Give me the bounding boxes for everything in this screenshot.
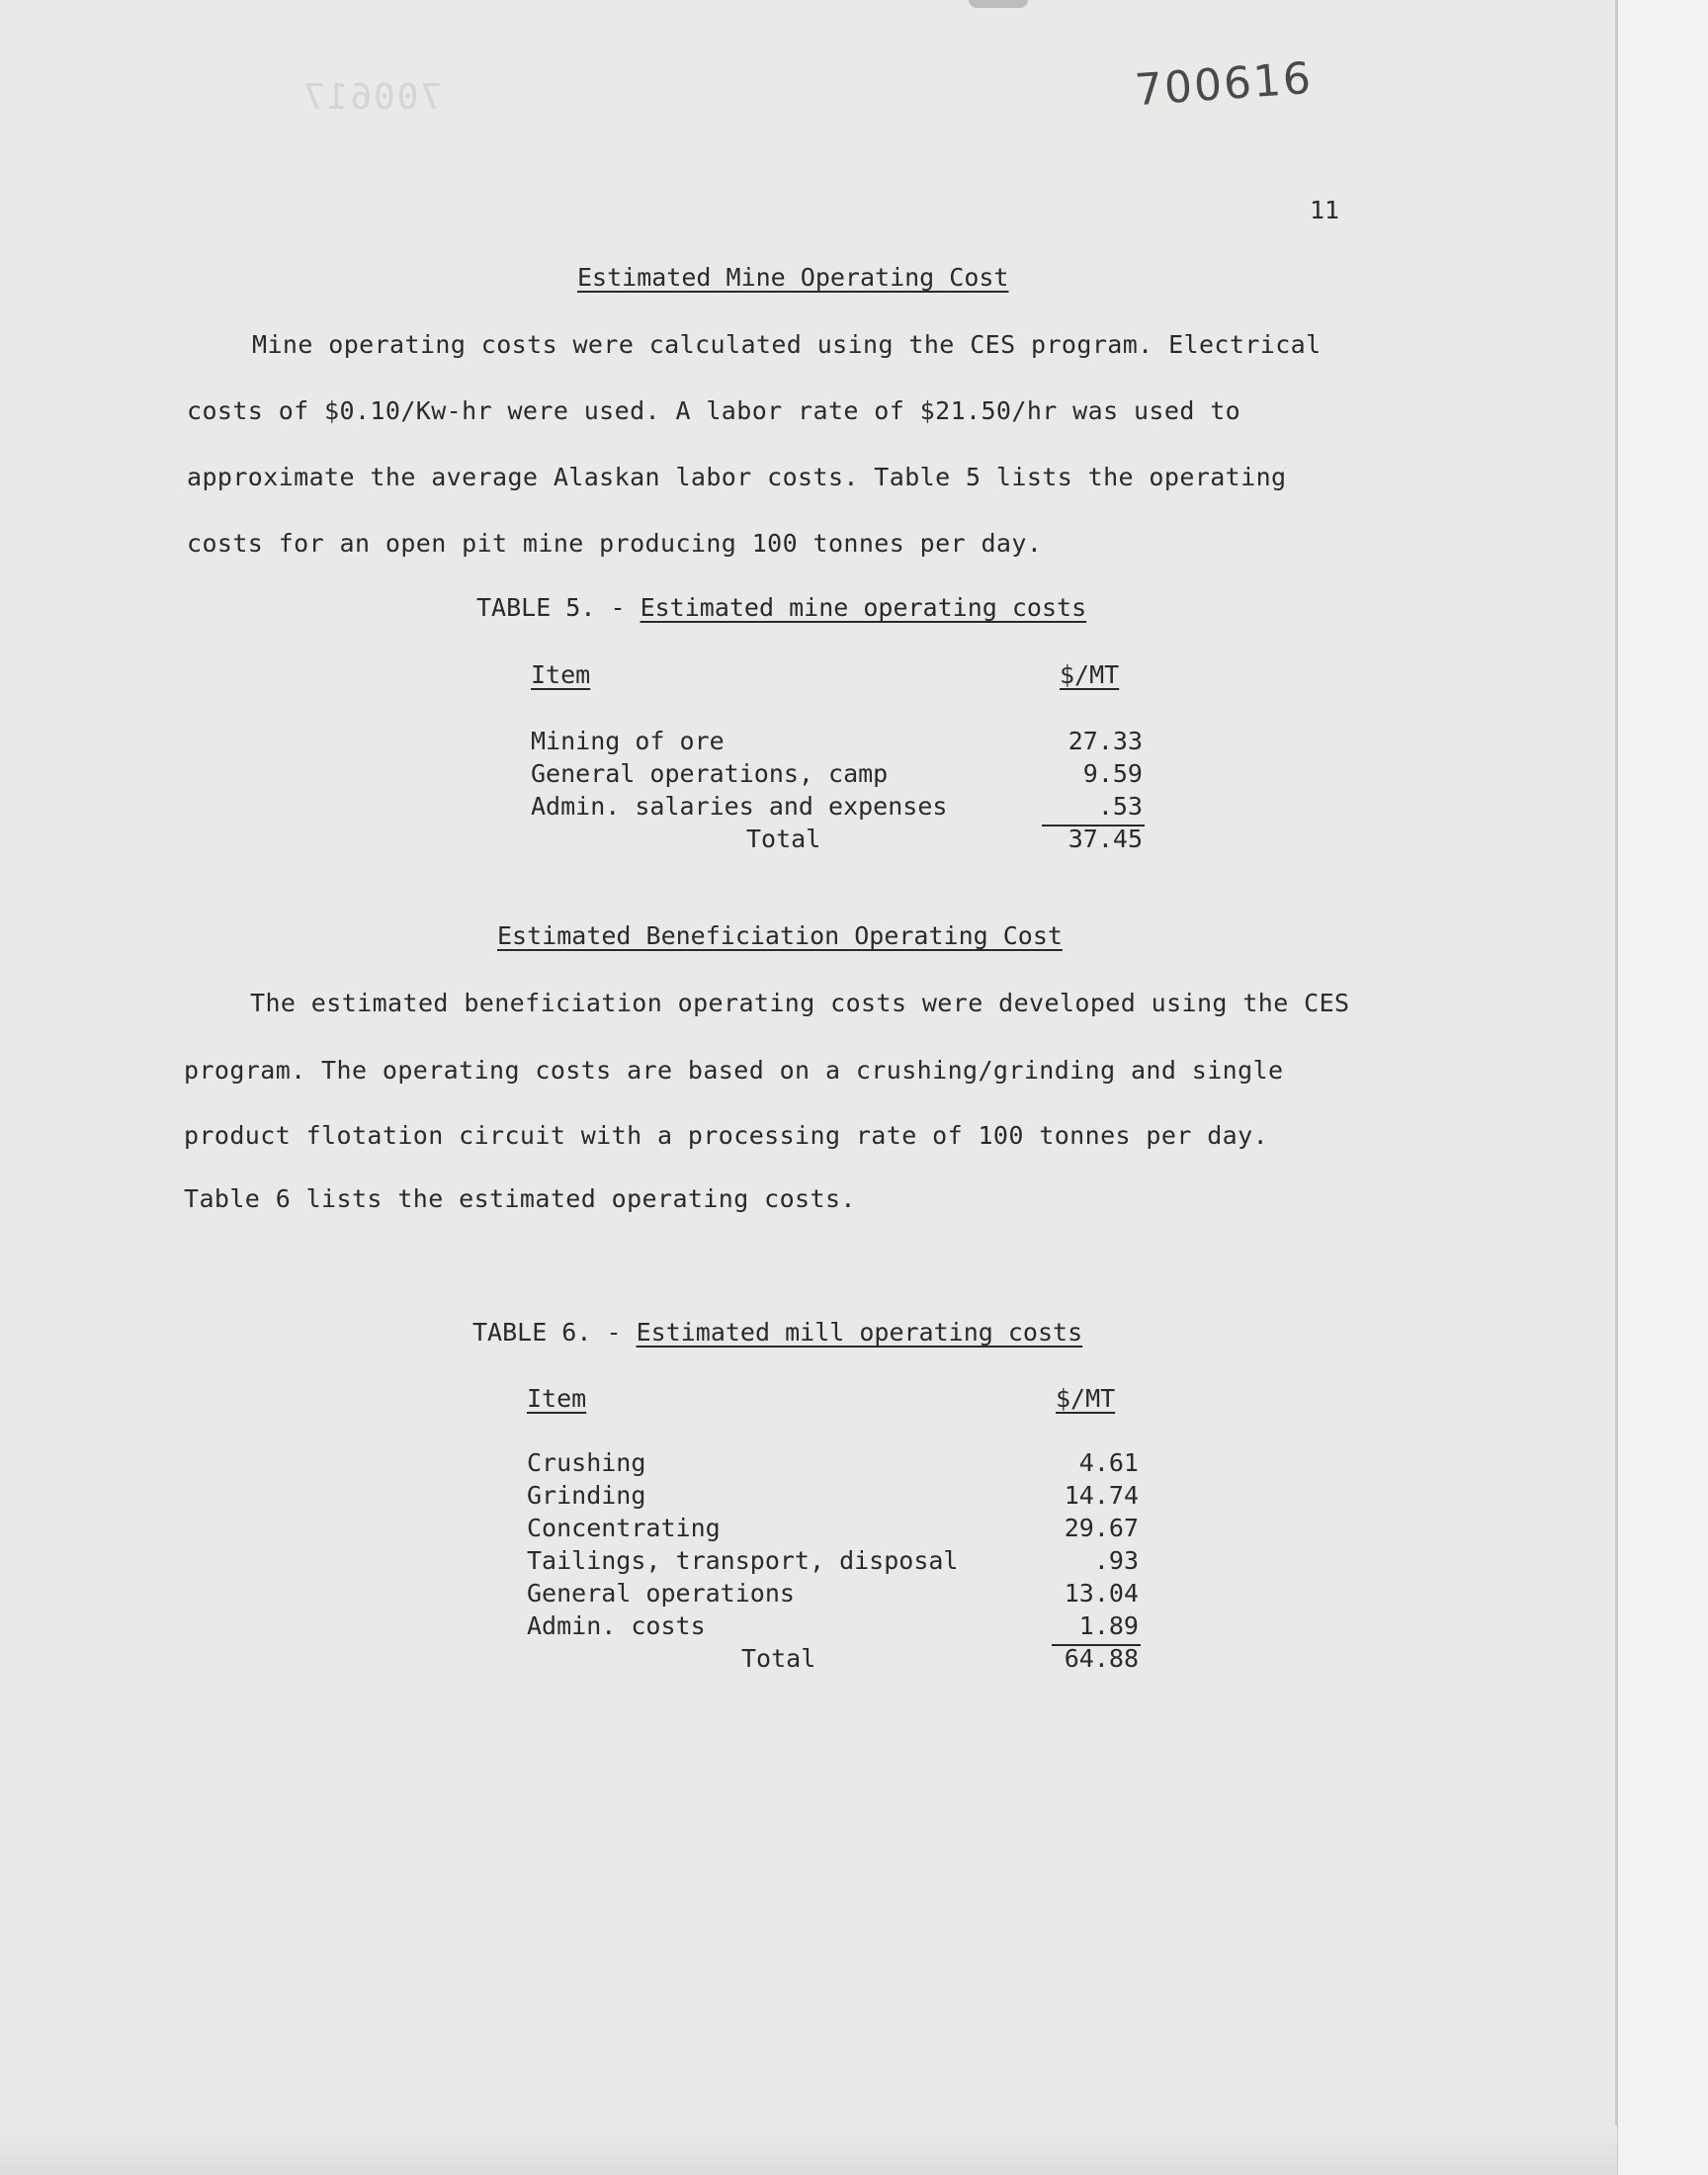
table-row-label: Crushing xyxy=(527,1448,646,1477)
scan-bottom-shadow xyxy=(0,2126,1617,2175)
table-row-label: Mining of ore xyxy=(531,727,725,755)
table-row-value: 1.89 xyxy=(1078,1611,1139,1640)
table-row-value: 4.61 xyxy=(1078,1448,1139,1477)
handwritten-document-id: 700616 xyxy=(1133,52,1315,117)
paragraph-line: program. The operating costs are based on a crushing/grinding and single xyxy=(184,1056,1284,1085)
table-caption: Estimated mine operating costs xyxy=(640,593,1087,622)
paragraph-line: Table 6 lists the estimated operating costs. xyxy=(184,1184,856,1213)
column-header-unit: $/MT xyxy=(1056,1384,1116,1413)
table-caption: Estimated mill operating costs xyxy=(636,1318,1083,1347)
paragraph-line: approximate the average Alaskan labor costs. Table 5 lists the operating xyxy=(187,463,1287,491)
table-total-value: 37.45 xyxy=(1068,825,1143,853)
table-row-label: General operations, camp xyxy=(531,759,889,788)
table-total-value: 64.88 xyxy=(1064,1644,1139,1673)
paragraph-line: costs for an open pit mine producing 100 tonnes per day. xyxy=(187,529,1043,558)
table-title xyxy=(476,593,1086,622)
scan-artifact xyxy=(969,0,1028,8)
table-total-label: Total xyxy=(746,825,821,853)
table-row-value: .53 xyxy=(1097,792,1143,821)
paragraph-line: Mine operating costs were calculated using the CES program. Electrical xyxy=(252,330,1322,359)
table-row-value: 29.67 xyxy=(1064,1514,1139,1542)
table-row-label: General operations xyxy=(527,1579,795,1608)
table-row-label: Tailings, transport, disposal xyxy=(527,1546,959,1575)
paragraph-line: product flotation circuit with a processing rate of 100 tonnes per day. xyxy=(184,1121,1269,1150)
table-row-value: 14.74 xyxy=(1064,1481,1139,1510)
bleed-through-number: 700617 xyxy=(301,77,443,118)
table-number: TABLE 6. - xyxy=(472,1318,637,1347)
table-number: TABLE 5. - xyxy=(476,593,640,622)
page-edge xyxy=(1615,0,1618,2175)
table-row-label: Admin. costs xyxy=(527,1611,706,1640)
section-heading-beneficiation-cost: Estimated Beneficiation Operating Cost xyxy=(497,921,1063,950)
table-row-label: Concentrating xyxy=(527,1514,721,1542)
paragraph-line: The estimated beneficiation operating costs were developed using the CES xyxy=(250,989,1350,1017)
section-heading-mine-cost: Estimated Mine Operating Cost xyxy=(577,263,1009,292)
page-number: 11 xyxy=(1310,196,1340,224)
column-header-unit: $/MT xyxy=(1060,660,1120,689)
table-row-value: 9.59 xyxy=(1082,759,1143,788)
table-row-value: .93 xyxy=(1093,1546,1139,1575)
table-row-label: Grinding xyxy=(527,1481,646,1510)
table-row-label: Admin. salaries and expenses xyxy=(531,792,948,821)
table-total-label: Total xyxy=(741,1644,816,1673)
column-header-item: Item xyxy=(531,660,591,689)
table-row-value: 27.33 xyxy=(1068,727,1143,755)
column-header-item: Item xyxy=(527,1384,587,1413)
table-row-value: 13.04 xyxy=(1064,1579,1139,1608)
table-title xyxy=(472,1318,1082,1347)
paragraph-line: costs of $0.10/Kw-hr were used. A labor rate of $21.50/hr was used to xyxy=(187,396,1241,425)
